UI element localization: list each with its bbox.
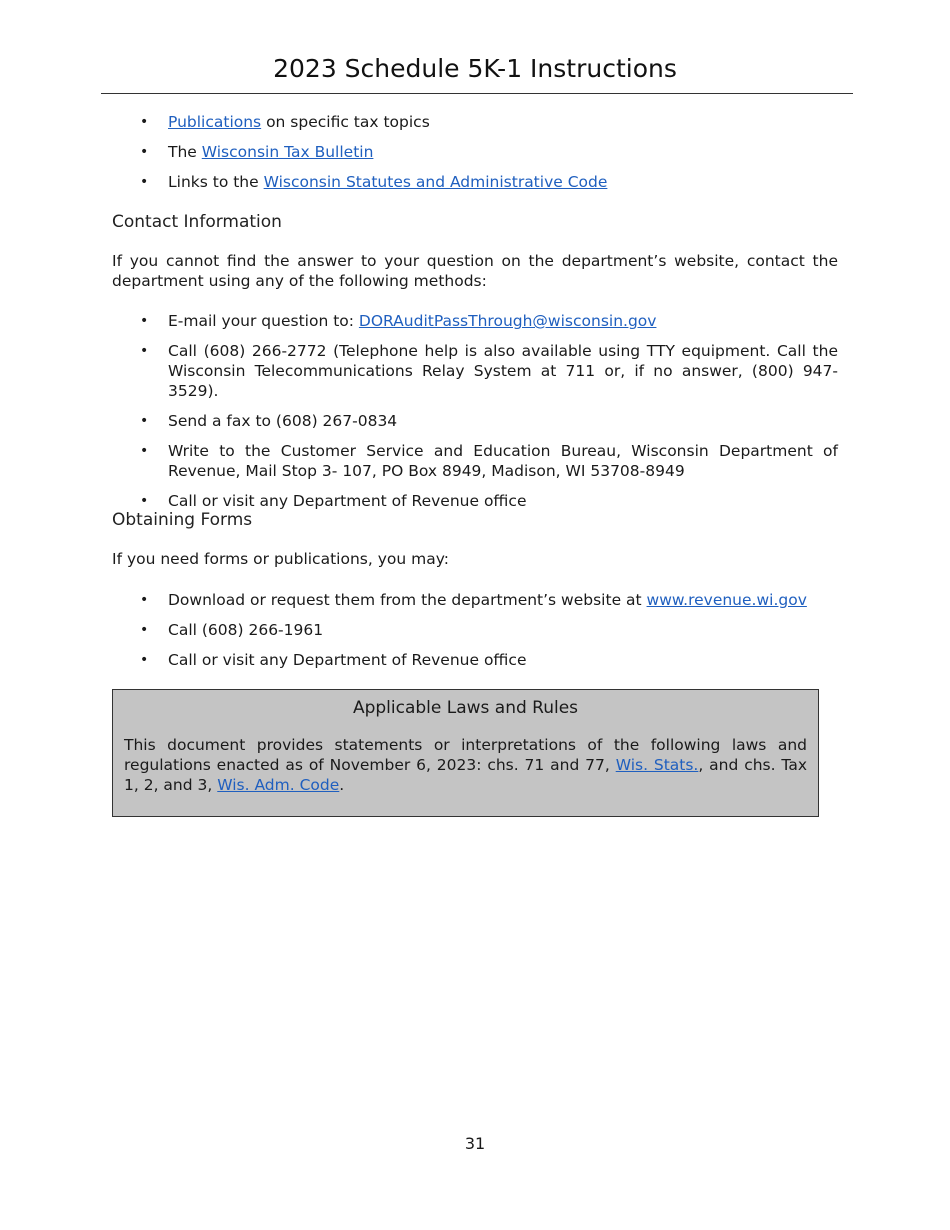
list-item: • Send a fax to (608) 267-0834 [112, 411, 838, 431]
contact-list [112, 311, 838, 521]
laws-title: Applicable Laws and Rules [352, 698, 579, 718]
list-item: • Publications on specific tax topics [112, 112, 838, 132]
list-item: • E-mail your question to: DORAuditPassThrough@wisconsin.gov [112, 311, 838, 331]
forms-list [112, 590, 838, 680]
list-item: • The Wisconsin Tax Bulletin [112, 142, 838, 162]
list-item: • Call (608) 266-1961 [112, 620, 838, 640]
resource-list [112, 112, 838, 202]
list-item: • Write to the Customer Service and Education Bureau, Wisconsin Department of Revenue, Mail Stop 3- 107, PO Box 8949, Madison, WI 53708-8949 [112, 441, 838, 481]
list-item: • Call or visit any Department of Revenue office [112, 650, 838, 670]
header-rule [101, 93, 853, 94]
forms-heading: Obtaining Forms [112, 510, 253, 530]
revenue-website-link[interactable]: www.revenue.wi.gov [646, 591, 807, 609]
email-link[interactable]: DORAuditPassThrough@wisconsin.gov [358, 312, 657, 330]
page-number: 31 [464, 1134, 486, 1153]
statutes-link[interactable]: Wisconsin Statutes and Administrative Code [263, 173, 608, 191]
publications-link[interactable]: Publications [168, 113, 262, 131]
list-item: • Links to the Wisconsin Statutes and Administrative Code [112, 172, 838, 192]
applicable-laws-box [112, 689, 819, 817]
wis-adm-code-link[interactable]: Wis. Adm. Code [217, 776, 340, 794]
list-item: • Call or visit any Department of Revenue office [112, 491, 838, 511]
contact-heading: Contact Information [112, 212, 282, 232]
tax-bulletin-link[interactable]: Wisconsin Tax Bulletin [201, 143, 374, 161]
page-title: 2023 Schedule 5K-1 Instructions [273, 54, 677, 83]
list-item: • Call (608) 266-2772 (Telephone help is also available using TTY equipment. Call the Wisconsin Telecommunications Relay System at 711 or, if no answer, (800) 947-3529). [112, 341, 838, 401]
laws-body: This document provides statements or interpretations of the following laws and regulations enacted as of November 6, 2023: chs. 71 and 77, Wis. Stats., and chs. Tax 1, 2, and 3, Wis. Adm. Code. [124, 736, 807, 794]
forms-intro: If you need forms or publications, you may: [112, 550, 449, 568]
wis-stats-link[interactable]: Wis. Stats. [615, 756, 699, 774]
list-item: • Download or request them from the department’s website at www.revenue.wi.gov [112, 590, 838, 610]
contact-intro: If you cannot find the answer to your question on the department’s website, contact the department using any of the following methods: [112, 252, 838, 290]
